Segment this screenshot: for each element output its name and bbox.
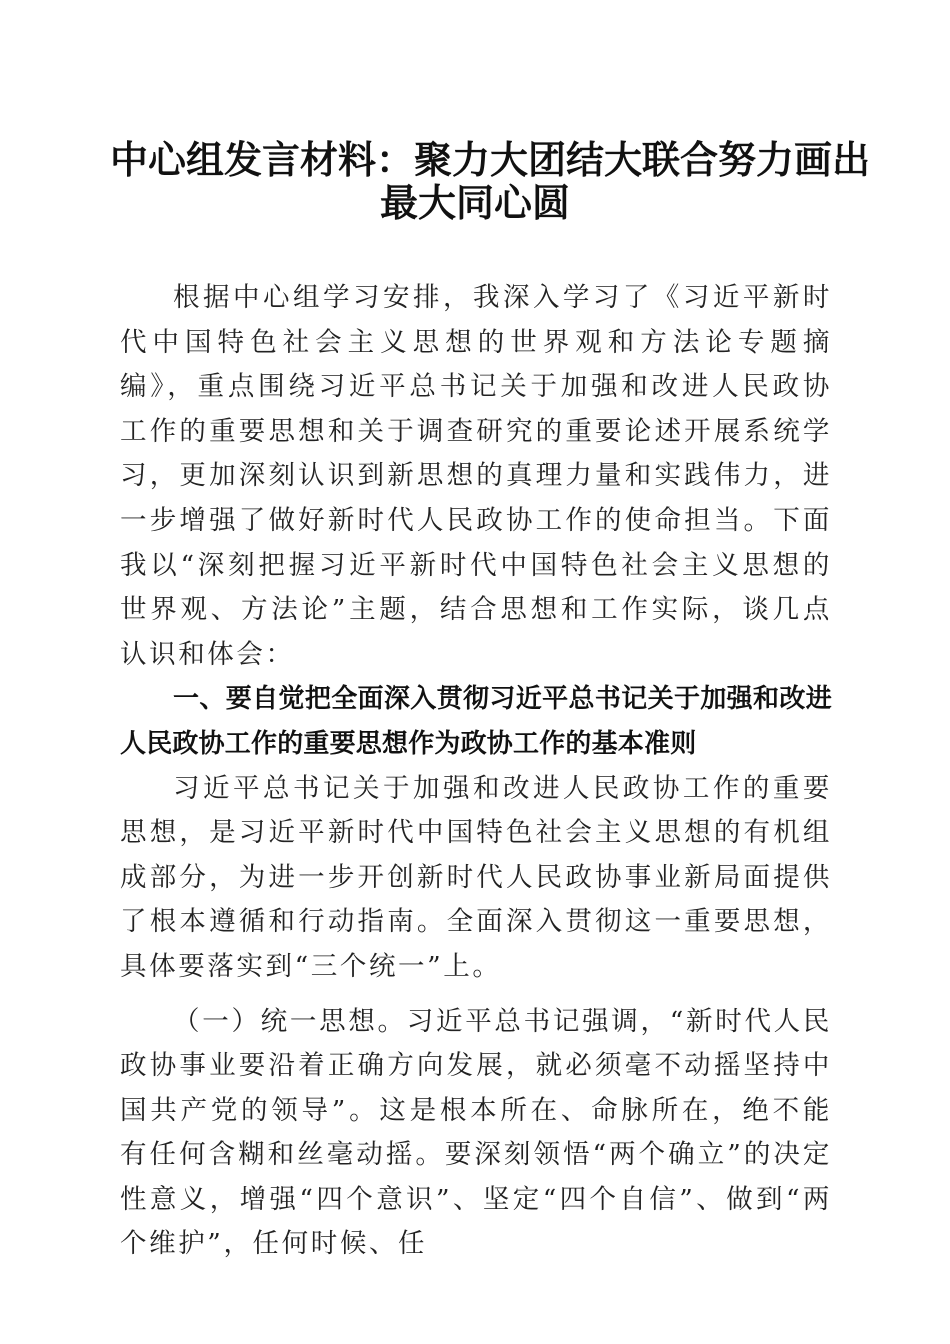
subsection-1-paragraph: （一）统一思想。习近平总书记强调，“新时代人民政协事业要沿着正确方向发展，就必须毫不动摇坚持中国共产党的领导”。这是根本所在、命脉所在，绝不能有任何含糊和丝毫动摇。要深刻领悟“两个确立”的决定性意义，增强“四个意识”、坚定“四个自信”、做到“两个维护”，任何时候、任: [120, 1005, 832, 1260]
document-title-line-1: 中心组发言材料：聚力大团结大联合努力画出: [110, 137, 871, 182]
document-body: [120, 276, 832, 1267]
section-1-paragraph: 习近平总书记关于加强和改进人民政协工作的重要思想，是习近平新时代中国特色社会主义思想的有机组成部分，为进一步开创新时代人民政协事业新局面提供了根本遵循和行动指南。全面深入贯彻这一重要思想，具体要落实到“三个统一”上。: [120, 772, 832, 982]
section-1-heading: 一、要自觉把全面深入贯彻习近平总书记关于加强和改进人民政协工作的重要思想作为政协工作的基本准则: [120, 684, 832, 759]
paragraph-gap: [120, 990, 832, 1000]
document-title-line-2: 最大同心圆: [379, 180, 570, 225]
intro-paragraph: 根据中心组学习安排，我深入学习了《习近平新时代中国特色社会主义思想的世界观和方法论专题摘编》，重点围绕习近平总书记关于加强和改进人民政协工作的重要思想和关于调查研究的重要论述开展系统学习，更加深刻认识到新思想的真理力量和实践伟力，进一步增强了做好新时代人民政协工作的使命担当。下面我以“深刻把握习近平新时代中国特色社会主义思想的世界观、方法论”主题，结合思想和工作实际，谈几点认识和体会：: [120, 282, 832, 670]
